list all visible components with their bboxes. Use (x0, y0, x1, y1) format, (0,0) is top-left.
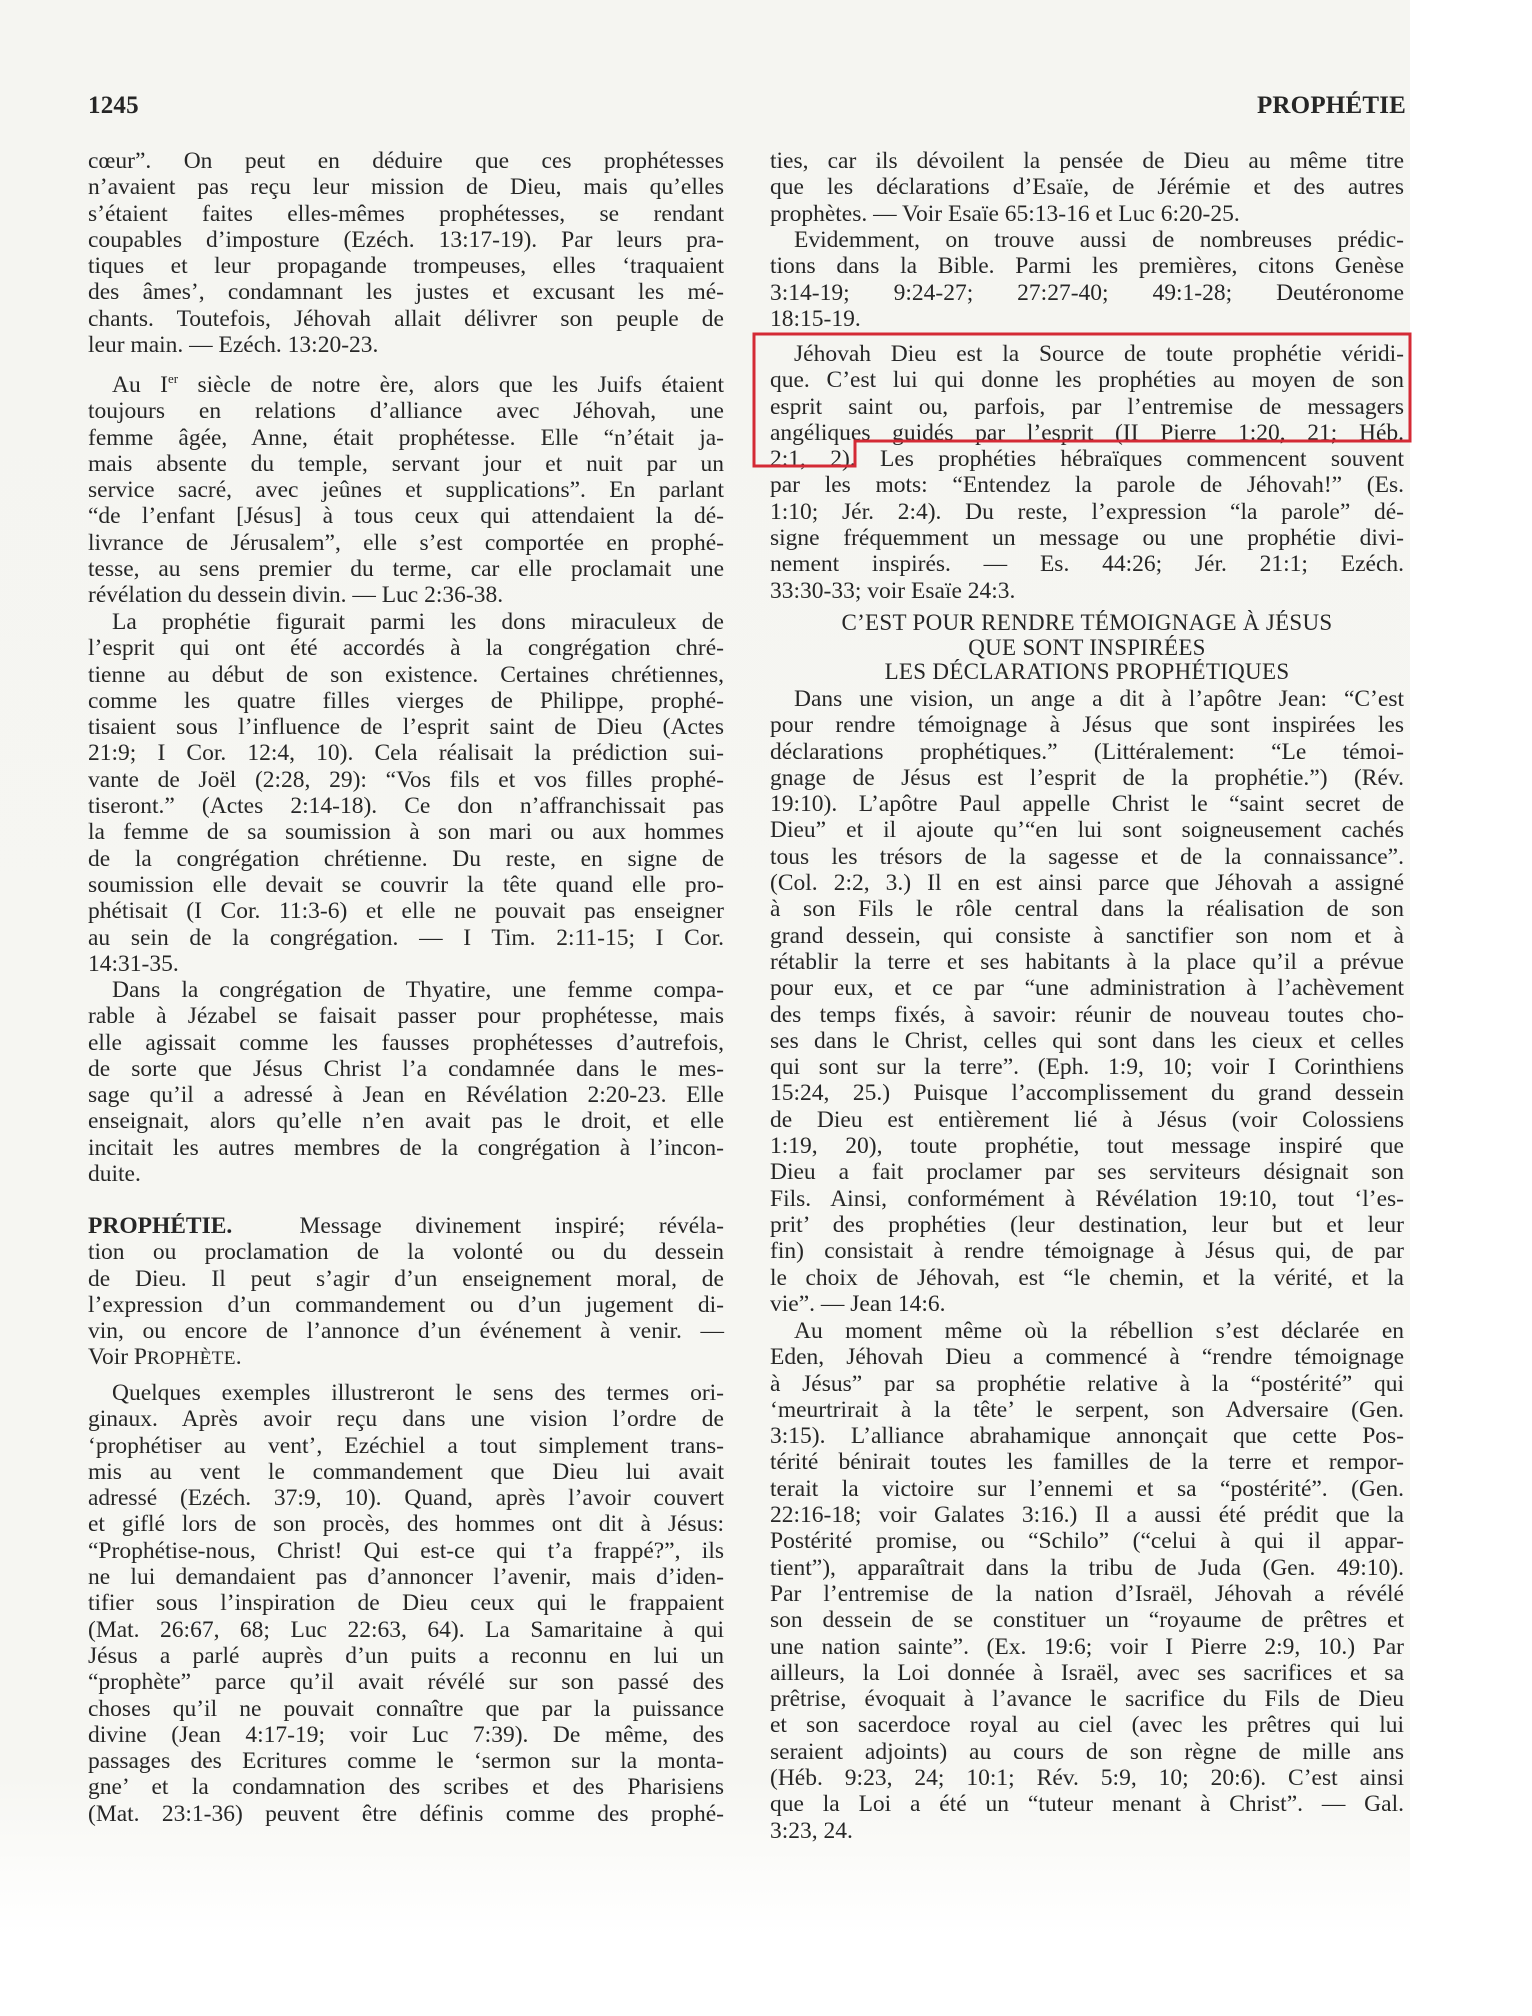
text-line: (Héb. 9:23, 24; 10:1; Rév. 5:9, 10; 20:6). C’est ainsi (770, 1765, 1404, 1792)
text-line: des âmes’, condamnant les justes et excusant les mé- (88, 279, 724, 306)
text-line: 15:24, 25.) Puisque l’accomplissement du grand dessein (770, 1080, 1404, 1107)
text-line: seraient adjoints) au cours de son règne de mille ans (770, 1738, 1404, 1765)
paragraph-predictions (770, 227, 1404, 332)
text-line: que les déclarations d’Esaïe, de Jérémie et des autres (770, 174, 1404, 201)
text-line: ailleurs, la Loi donnée à Israël, avec ses sacrifices et sa (770, 1659, 1404, 1686)
text-line: enseignait, alors qu’elle n’en avait pas le droit, et elle (88, 1108, 724, 1135)
paragraph-eden-rebellion (770, 1318, 1404, 1844)
text-line: tesse, au sens premier du terme, car elle proclamait une (88, 556, 724, 583)
text-line: passages des Ecritures comme le ‘sermon sur la monta- (88, 1748, 724, 1775)
text-line: toujours en relations d’alliance avec Jéhovah, une (88, 398, 724, 425)
text-line: rétablir la terre et ses habitants à la place qu’il a prévue (770, 948, 1404, 975)
text-line: Fils. Ainsi, conformément à Révélation 19:10, tout ‘l’es- (770, 1185, 1404, 1212)
text-line: cœur”. On peut en déduire que ces prophétesses (88, 148, 724, 174)
text-line: à son Fils le rôle central dans la réalisation de son (770, 896, 1404, 923)
text-line: tisaient sous l’influence de l’esprit saint de Dieu (Actes (88, 714, 724, 741)
text-line: pour eux, et ce par “une administration à l’achèvement (770, 975, 1404, 1002)
section-heading (770, 611, 1404, 685)
text-line: de la congrégation chrétienne. Du reste, en signe de (88, 845, 724, 872)
text-line: tiseront.” (Actes 2:14-18). Ce don n’affranchissait pas (88, 793, 724, 820)
paragraph-vision-angel (770, 686, 1404, 1317)
cross-reference[interactable]: PROPHÈTE (133, 1344, 236, 1371)
text-line: la femme de sa soumission à son mari ou aux hommes (88, 819, 724, 846)
text-line: Voir PROPHÈTE. (88, 1344, 242, 1371)
text-line: tion ou proclamation de la volonté ou du dessein (88, 1239, 724, 1266)
text-line: Dieu” et il ajoute qu’“en lui sont soigneusement cachés (770, 817, 1404, 844)
text-line: 22:16-18; voir Galates 3:16.) Il a aussi été prédit que la (770, 1502, 1404, 1529)
text-line: prophètes. — Voir Esaïe 65:13-16 et Luc 6:20-25. (770, 200, 1240, 227)
text-line: 3:15). L’alliance abrahamique annonçait que cette Pos- (770, 1423, 1404, 1450)
text-line: gnage de Jésus est l’esprit de la prophétie.”) (Rév. (770, 764, 1404, 791)
text-line: une nation sainte”. (Ex. 19:6; voir I Pierre 2:9, 10.) Par (770, 1633, 1404, 1660)
text-line: La prophétie figurait parmi les dons miraculeux de (112, 609, 724, 635)
text-line: des temps fixés, à savoir: réunir de nouveau toutes cho- (770, 1001, 1404, 1028)
text-line: 2:1, 2). Les prophéties hébraïques commencent souvent (770, 446, 1404, 473)
paragraph-continued (770, 148, 1404, 227)
text-line: ‘prophétiser au vent’, Ezéchiel a tout simplement trans- (88, 1432, 724, 1459)
text-line: gne’ et la condamnation des scribes et des Pharisiens (88, 1774, 724, 1801)
text-line: esprit saint ou, parfois, par l’entremise de messagers (770, 393, 1404, 420)
text-line: déclarations prophétiques.” (Littéralement: “Le témoi- (770, 738, 1404, 765)
text-line: ginaux. Après avoir reçu dans une vision l’ordre de (88, 1406, 724, 1433)
text-line: 18:15-19. (770, 305, 861, 332)
text-line: ‘meurtrirait à la tête’ le serpent, son Adversaire (Gen. (770, 1396, 1404, 1423)
text-line: Dans la congrégation de Thyatire, une femme compa- (112, 977, 724, 1003)
text-line: ses dans le Christ, celles qui sont dans les cieux et celles (770, 1027, 1404, 1054)
text-line: Jéhovah Dieu est la Source de toute prophétie véridi- (794, 341, 1404, 367)
text-line: tifier sous l’inspiration de Dieu ceux qui le frappaient (88, 1590, 724, 1617)
text-line: prit’ des prophéties (leur destination, leur but et leur (770, 1211, 1404, 1238)
paragraph-false-prophetesses (88, 148, 724, 358)
text-line: 1:19, 20), toute prophétie, tout message inspiré que (770, 1133, 1404, 1160)
text-line: duite. (88, 1161, 141, 1188)
text-line: 19:10). L’apôtre Paul appelle Christ le “saint secret de (770, 791, 1404, 818)
text-line: “de l’enfant [Jésus] à tous ceux qui attendaient la dé- (88, 503, 724, 530)
text-line: Par l’entremise de la nation d’Israël, Jéhovah a révélé (770, 1580, 1404, 1607)
text-line: pour rendre témoignage à Jésus que sont inspirées les (770, 712, 1404, 739)
page-number: 1245 (88, 92, 139, 119)
text-line: fin) consistait à rendre témoignage à Jésus qui, de par (770, 1238, 1404, 1265)
text-line: elle agissait comme les fausses prophétesses d’autrefois, (88, 1029, 724, 1056)
text-line: et giflé lors de son procès, des hommes ont dit à Jésus: (88, 1511, 724, 1538)
text-line: PROPHÉTIE. Message divinement inspiré; révéla- (88, 1213, 724, 1239)
paragraph-source-of-prophecy (770, 341, 1404, 604)
section-heading-line: C’EST POUR RENDRE TÉMOIGNAGE À JÉSUS (841, 610, 1333, 635)
text-line: choses qu’il ne pouvait connaître que par la puissance (88, 1695, 724, 1722)
text-line: de sorte que Jésus Christ l’a condamnée dans le mes- (88, 1055, 724, 1082)
text-line: coupables d’imposture (Ezéch. 13:17-19). Par leurs pra- (88, 226, 724, 253)
dictionary-entry-prophetie (88, 1213, 724, 1371)
text-line: terait la victoire sur l’ennemi et sa “postérité”. (Gen. (770, 1475, 1404, 1502)
section-heading-line: QUE SONT INSPIRÉES (968, 634, 1206, 660)
text-line: s’étaient faites elles-mêmes prophétesses, se rendant (88, 200, 724, 227)
text-line: le choix de Jéhovah, est “le chemin, et la vérité, et la (770, 1264, 1404, 1291)
text-line: livrance de Jérusalem”, elle s’est comportée en prophé- (88, 529, 724, 556)
text-line: ne lui demandaient pas d’annoncer l’avenir, mais d’iden- (88, 1564, 724, 1591)
section-heading-line: LES DÉCLARATIONS PROPHÉTIQUES (884, 659, 1290, 684)
text-line: révélation du dessein divin. — Luc 2:36-38. (88, 582, 504, 609)
text-line: ties, car ils dévoilent la pensée de Dieu au même titre (770, 148, 1404, 174)
entry-lemma: PROPHÉTIE. (88, 1213, 233, 1239)
text-line: (Mat. 23:1-36) peuvent être définis comme des prophé- (88, 1800, 724, 1827)
text-line: (Mat. 26:67, 68; Luc 22:63, 64). La Samaritaine à qui (88, 1616, 724, 1643)
text-line: soumission elle devait se couvrir la tête quand elle pro- (88, 871, 724, 898)
text-line: Evidemment, on trouve aussi de nombreuses prédic- (794, 227, 1404, 253)
text-line: Au Ier siècle de notre ère, alors que les Juifs étaient (112, 371, 725, 398)
text-line: 3:14-19; 9:24-27; 27:27-40; 49:1-28; Deutéronome (770, 279, 1404, 306)
paragraph-gifts-of-prophecy (88, 609, 724, 977)
text-line: “prophète” parce qu’il avait révélé sur son passé des (88, 1669, 724, 1696)
paragraph-examples (88, 1380, 724, 1827)
text-line: incitait les autres membres de la congrégation à l’incon- (88, 1134, 724, 1161)
text-line: Dieu a fait proclamer par ses serviteurs désignait son (770, 1159, 1404, 1186)
text-line: rable à Jézabel se faisait passer pour prophétesse, mais (88, 1003, 724, 1030)
text-line: nement inspirés. — Es. 44:26; Jér. 21:1; Ezéch. (770, 551, 1404, 578)
text-line: comme les quatre filles vierges de Philippe, prophé- (88, 687, 724, 714)
text-line: adressé (Ezéch. 37:9, 10). Quand, après l’avoir couvert (88, 1485, 724, 1512)
paragraph-thyatira (88, 977, 724, 1187)
text-line: tous les trésors de la sagesse et de la connaissance”. (770, 843, 1404, 870)
text-line: Postérité promise, ou “Schilo” (“celui à qui il appar- (770, 1528, 1404, 1555)
text-line: service sacré, avec jeûnes et supplications”. En parlant (88, 477, 724, 504)
text-line: tions dans la Bible. Parmi les premières, citons Genèse (770, 253, 1404, 280)
text-line: l’expression d’un commandement ou d’un jugement di- (88, 1291, 724, 1318)
text-line: 33:30-33; voir Esaïe 24:3. (770, 577, 1016, 604)
text-line: vie”. — Jean 14:6. (770, 1290, 946, 1317)
running-head: PROPHÉTIE (1256, 92, 1406, 119)
text-line: Au moment même où la rébellion s’est déclarée en (794, 1318, 1404, 1344)
text-line: de Dieu. Il peut s’agir d’un enseignement moral, de (88, 1265, 724, 1292)
text-line: tient”), apparaîtrait dans la tribu de Juda (Gen. 49:10). (770, 1554, 1404, 1581)
text-line: femme âgée, Anne, était prophétesse. Elle “n’était ja- (88, 424, 724, 451)
text-line: térité bénirait toutes les familles de la terre et rempor- (770, 1449, 1404, 1476)
text-line: et son sacerdoce royal au ciel (avec les prêtres qui lui (770, 1712, 1404, 1739)
text-line: de Dieu est entièrement lié à Jésus (voir Colossiens (770, 1106, 1404, 1133)
text-line: à Jésus” par sa prophétie relative à la “postérité” qui (770, 1370, 1404, 1397)
text-line: sage qu’il a adressé à Jean en Révélation 2:20-23. Elle (88, 1082, 724, 1109)
text-line: Jésus a parlé auprès d’un puits a reconnu en lui un (88, 1642, 724, 1669)
text-line: 14:31-35. (88, 950, 179, 977)
text-line: au sein de la congrégation. — I Tim. 2:11-15; I Cor. (88, 924, 724, 951)
text-line: l’esprit qui ont été accordés à la congrégation chré- (88, 635, 724, 662)
text-line: leur main. — Ezéch. 13:20-23. (88, 332, 379, 359)
text-line: n’avaient pas reçu leur mission de Dieu, mais qu’elles (88, 174, 724, 201)
text-line: grand dessein, qui consiste à sanctifier son nom et à (770, 922, 1404, 949)
text-line: Quelques exemples illustreront le sens des termes ori- (112, 1380, 724, 1406)
text-line: chants. Toutefois, Jéhovah allait délivrer son peuple de (88, 305, 724, 332)
text-line: vin, ou encore de l’annonce d’un événement à venir. — (88, 1318, 724, 1345)
text-line: angéliques guidés par l’esprit (II Pierre 1:20, 21; Héb. (770, 419, 1404, 446)
text-line: par les mots: “Entendez la parole de Jéhovah!” (Es. (770, 472, 1404, 499)
text-line: qui sont sur la terre”. (Eph. 1:9, 10; voir I Corinthiens (770, 1054, 1404, 1081)
text-line: “Prophétise-nous, Christ! Qui est-ce qui t’a frappé?”, ils (88, 1537, 724, 1564)
text-line: 21:9; I Cor. 12:4, 10). Cela réalisait la prédiction sui- (88, 740, 724, 767)
text-line: Eden, Jéhovah Dieu a commencé à “rendre témoignage (770, 1344, 1404, 1371)
text-line: tiques et leur propagande trompeuses, elles ‘traquaient (88, 253, 724, 280)
text-line: vante de Joël (2:28, 29): “Vos fils et vos filles prophé- (88, 766, 724, 793)
paragraph-anne-prophetess (88, 372, 724, 609)
text-line: (Col. 2:2, 3.) Il en est ainsi parce que Jéhovah a assigné (770, 870, 1404, 897)
text-line: divine (Jean 4:17-19; voir Luc 7:39). De même, des (88, 1721, 724, 1748)
text-line: 3:23, 24. (770, 1817, 853, 1844)
text-line: 1:10; Jér. 2:4). Du reste, l’expression “la parole” dé- (770, 498, 1404, 525)
text-line: que. C’est lui qui donne les prophéties au moyen de son (770, 367, 1404, 394)
text-line: tienne au début de son existence. Certaines chrétiennes, (88, 661, 724, 688)
text-line: que la Loi a été un “tuteur menant à Christ”. — Gal. (770, 1791, 1404, 1818)
highlighted-passage (770, 341, 1404, 446)
text-line: prêtrise, évoquait à l’avance le sacrifice du Fils de Dieu (770, 1686, 1404, 1713)
text-line: mis au vent le commandement que Dieu lui avait (88, 1458, 724, 1485)
text-line: Dans une vision, un ange a dit à l’apôtre Jean: “C’est (794, 686, 1404, 712)
highlighted-passage-end: 2:1, 2). (770, 446, 856, 473)
text-line: son dessein de se constituer un “royaume de prêtres et (770, 1607, 1404, 1634)
text-line: signe fréquemment un message ou une prophétie divi- (770, 525, 1404, 552)
text-line: mais absente du temple, servant jour et nuit par un (88, 450, 724, 477)
text-line: phétisait (I Cor. 11:3-6) et elle ne pouvait pas enseigner (88, 898, 724, 925)
